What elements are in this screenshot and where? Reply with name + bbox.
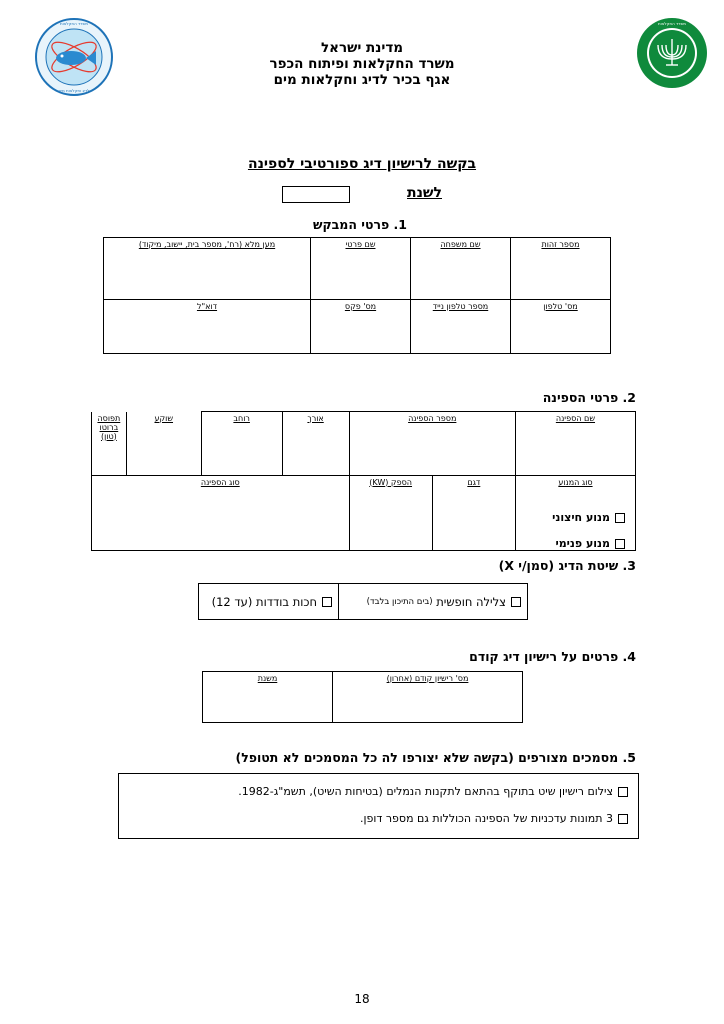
power-field[interactable]: הספק (KW) xyxy=(349,475,432,550)
vessel-number-field[interactable]: מספר הספינה xyxy=(349,412,515,476)
attached-documents-box xyxy=(118,773,639,839)
checkbox-icon[interactable] xyxy=(618,787,628,797)
year-label: לשנת xyxy=(407,185,442,201)
doc-item-sailing-license[interactable]: צילום רישיון שיט בתוקף בהתאם לתקנות הנמלים (בטיחות השיט), תשמ"ג-1982. xyxy=(238,785,628,798)
gross-tonnage-field[interactable]: תפוסה ברוטו (טון) xyxy=(97,413,121,441)
year-input[interactable] xyxy=(282,186,350,203)
svg-text:לדיג וחקלאות מים: לדיג וחקלאות מים xyxy=(58,88,90,93)
section3-title: 3. שיטת הדיג (סמן/י X) xyxy=(498,558,636,573)
first-name-field[interactable]: שם פרטי xyxy=(311,238,411,300)
width-field[interactable]: רוחב xyxy=(201,412,282,476)
section4-title: 4. פרטים על רישיון דיג קודם xyxy=(469,649,636,664)
previous-license-table xyxy=(202,671,523,723)
fax-field[interactable]: מס' פקס xyxy=(311,300,411,354)
applicant-details-table xyxy=(103,237,611,354)
draft-tonnage-group xyxy=(92,412,202,476)
last-name-field[interactable]: שם משפחה xyxy=(411,238,511,300)
document-header xyxy=(0,40,724,88)
email-field[interactable]: דוא"ל xyxy=(104,300,311,354)
address-field[interactable]: מען מלא (רח', מספר בית, יישוב, מיקוד) xyxy=(104,238,311,300)
checkbox-icon[interactable] xyxy=(618,814,628,824)
header-division: אגף בכיר לדיג וחקלאות מים xyxy=(273,72,451,88)
mobile-field[interactable]: מספר טלפון נייד xyxy=(411,300,511,354)
svg-text:משרד החקלאות: משרד החקלאות xyxy=(60,21,88,26)
header-ministry: משרד החקלאות ופיתוח הכפר xyxy=(269,56,455,72)
length-field[interactable]: אורך xyxy=(282,412,349,476)
engine-external-option[interactable]: מנוע חיצוני xyxy=(552,511,625,524)
checkbox-icon[interactable] xyxy=(511,597,521,607)
vessel-details-table xyxy=(91,411,636,551)
page-number: 18 xyxy=(354,992,370,1006)
section1-title: 1. פרטי המבקש xyxy=(312,217,407,232)
engine-internal-option[interactable]: מנוע פנימי xyxy=(555,537,625,550)
doc-item-vessel-photos[interactable]: 3 תמונות עדכניות של הספינה הכוללות גם מספר דופן. xyxy=(360,812,628,825)
engine-type-field: סוג המנוע xyxy=(515,475,635,550)
previous-license-number-field[interactable]: מס' רישיון קודם (אחרון) xyxy=(333,672,523,723)
checkbox-icon[interactable] xyxy=(615,539,625,549)
id-number-field[interactable]: מספר זהות xyxy=(511,238,611,300)
vessel-type-field[interactable]: סוג הספינה xyxy=(92,475,350,550)
header-state: מדינת ישראל xyxy=(320,40,404,56)
svg-text:משרד החקלאות: משרד החקלאות xyxy=(658,21,686,26)
license-year-field[interactable]: משנת xyxy=(203,672,333,723)
fishing-method-box xyxy=(198,583,528,620)
vessel-name-field[interactable]: שם הספינה xyxy=(515,412,635,476)
checkbox-icon[interactable] xyxy=(322,597,332,607)
draft-field[interactable]: שוקע xyxy=(126,412,201,475)
form-title: בקשה לרישיון דיג ספורטיבי לספינה xyxy=(247,156,477,172)
model-field[interactable]: דגם xyxy=(432,475,515,550)
checkbox-icon[interactable] xyxy=(615,513,625,523)
section2-title: 2. פרטי הספינה xyxy=(542,390,636,405)
year-row xyxy=(282,184,442,204)
free-diving-option[interactable]: צלילה חופשית (בים התיכון בלבד) xyxy=(338,584,527,619)
single-rods-option[interactable]: חכות בודדות (עד 12) xyxy=(206,584,338,619)
phone-field[interactable]: מס' טלפון xyxy=(511,300,611,354)
section5-title: 5. מסמכים מצורפים (בקשה שלא יצורפו לה כל המסמכים לא תטופל) xyxy=(235,750,636,765)
